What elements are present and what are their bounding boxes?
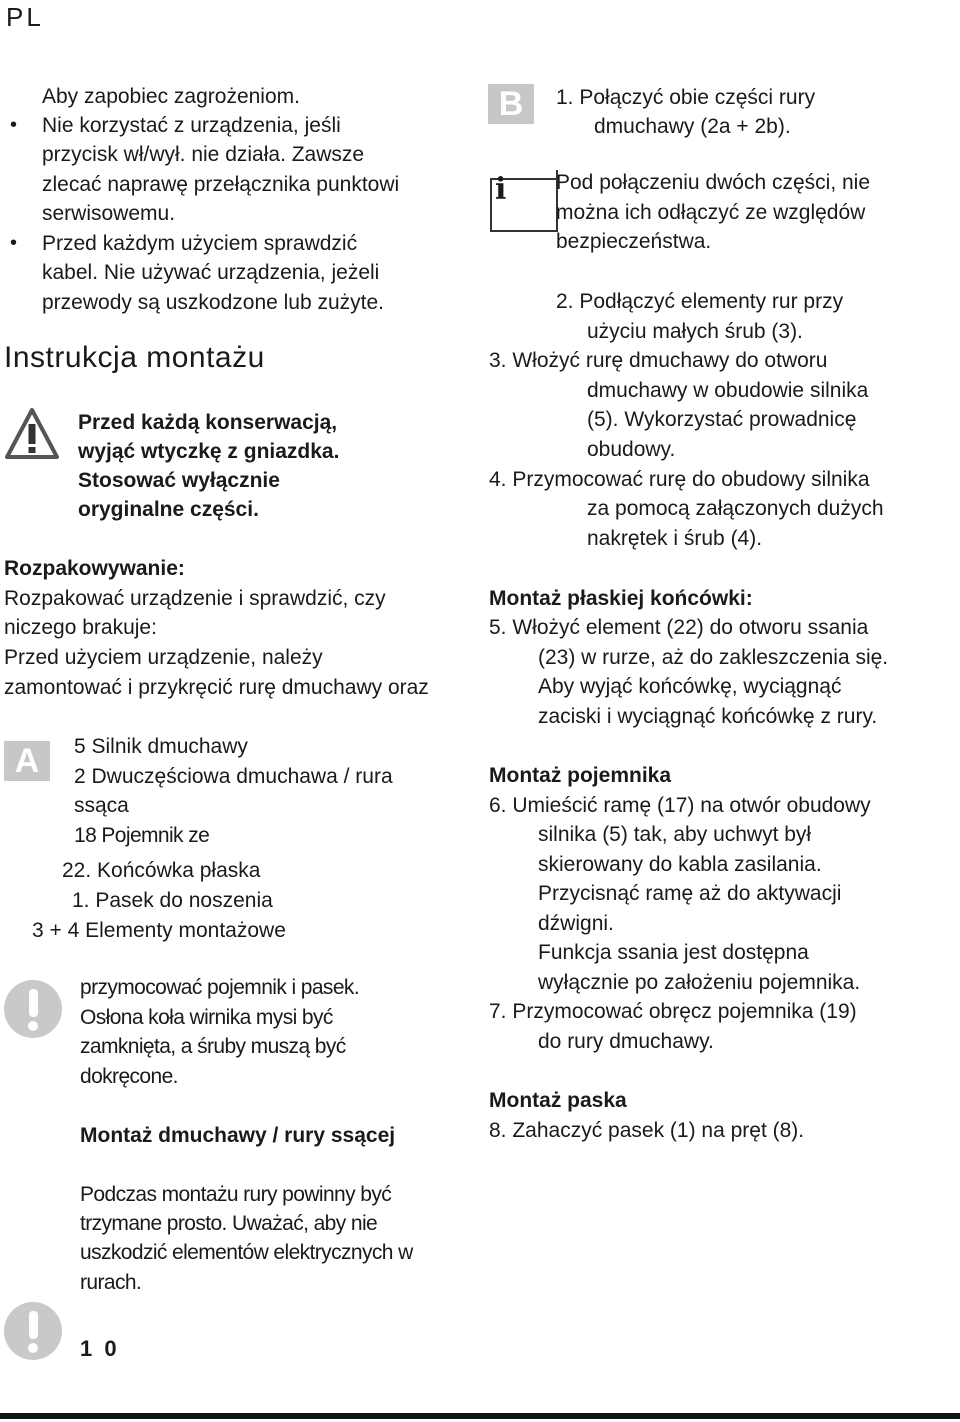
bullet-2-line-2: kabel. Nie używać urządzenia, jeżeli [42,261,380,284]
part-2: 2 Dwuczęściowa dmuchawa / rura [74,765,393,788]
figure-b-label: B [488,84,534,124]
step-3-line-3: (5). Wykorzystać prowadnicę [587,408,857,431]
step-1-line-2: dmuchawy (2a + 2b). [594,115,791,138]
part-5: 1. Pasek do noszenia [72,889,273,912]
step-5-line-2: (23) w rurze, aż do zakleszczenia się. [538,646,889,669]
note-2-line-3: uszkodzić elementów elektrycznych w [80,1241,413,1264]
step-6-line-7: wyłącznie po założeniu pojemnika. [538,971,861,994]
bullet-2-line-3: przewody są uszkodzone lub zużyte. [42,291,385,314]
step-5-line-4: zaciski i wyciągnąć końcówkę z rury. [538,705,878,728]
unpack-title: Rozpakowywanie: [4,557,185,580]
note-2-line-1: Podczas montażu rury powinny być [80,1183,392,1206]
step-6-line-6: Funkcja ssania jest dostępna [538,941,809,964]
section-title: Instrukcja montażu [4,341,265,374]
step-1-line-1: 1. Połączyć obie części rury [556,86,816,109]
container-title: Montaż pojemnika [489,764,672,787]
step-7-line-1: 7. Przymocować obręcz pojemnika (19) [489,1000,857,1023]
note-2-line-2: trzymane prosto. Uważać, aby nie [80,1212,378,1235]
step-6-line-5: dźwigni. [538,912,614,935]
info-line-1: Pod połączeniu dwóch części, nie [556,171,871,194]
step-2-line-2: użyciu małych śrub (3). [587,320,803,343]
unpack-line-3: Przed użyciem urządzenie, należy [4,646,323,669]
flat-nozzle-title: Montaż płaskiej końcówki: [489,587,753,610]
unpack-line-1: Rozpakować urządzenie i sprawdzić, czy [4,587,386,610]
bullet-2-line-1: • Przed każdym użyciem sprawdzić [42,229,357,259]
note-1-line-4: dokręcone. [80,1065,178,1088]
bullet-1-line-3: zlecać naprawę przełącznika punktowi [42,173,400,196]
step-8: 8. Zahaczyć pasek (1) na pręt (8). [489,1119,805,1142]
part-2-cont: ssąca [74,794,129,817]
note-1-line-1: przymocować pojemnik i pasek. [80,976,360,999]
caution-icon-2 [4,1302,62,1360]
part-6: 3 + 4 Elementy montażowe [32,919,286,942]
note-1-line-2: Osłona koła wirnika mysi być [80,1006,333,1029]
warning-line-1: Przed każdą konserwacją, [78,411,338,434]
step-3-line-1: 3. Włożyć rurę dmuchawy do otworu [489,349,828,372]
warning-line-2: wyjąć wtyczkę z gniazdka. [78,440,340,463]
note-2-line-4: rurach. [80,1271,142,1294]
bullet-1-line-2: przycisk wł/wył. nie działa. Zawsze [42,143,365,166]
step-3-line-2: dmuchawy w obudowie silnika [587,379,869,402]
step-3-line-4: obudowy. [587,438,676,461]
warning-line-3: Stosować wyłącznie [78,469,280,492]
belt-title: Montaż paska [489,1089,627,1112]
warning-line-4: oryginalne części. [78,498,259,521]
step-6-line-2: silnika (5) tak, aby uchwyt był [538,823,812,846]
step-5-line-3: Aby wyjąć końcówkę, wyciągnąć [538,675,842,698]
footer-rule [0,1413,960,1419]
bullet-1-line-1: • Nie korzystać z urządzenia, jeśli [42,111,341,141]
part-3: 18 Pojemnik ze [74,824,210,847]
mount-title: Montaż dmuchawy / rury ssącej [80,1124,396,1147]
step-6-line-3: skierowany do kabla zasilania. [538,853,822,876]
info-icon: i [495,172,507,207]
caution-icon [4,980,62,1038]
warning-icon [4,406,60,462]
page-number: 1 0 [80,1336,120,1361]
step-5-line-1: 5. Włożyć element (22) do otworu ssania [489,616,869,639]
part-4: 22. Końcówka płaska [62,859,261,882]
step-4-line-1: 4. Przymocować rurę do obudowy silnika [489,468,870,491]
part-1: 5 Silnik dmuchawy [74,735,248,758]
bullet-1-line-4: serwisowemu. [42,202,176,225]
step-2-line-1: 2. Podłączyć elementy rur przy [556,290,844,313]
figure-a-label: A [4,741,50,781]
step-6-line-1: 6. Umieścić ramę (17) na otwór obudowy [489,794,871,817]
note-1-line-3: zamknięta, a śruby muszą być [80,1035,346,1058]
step-4-line-2: za pomocą załączonych dużych [587,497,884,520]
info-line-3: bezpieczeństwa. [556,230,712,253]
info-line-2: można ich odłączyć ze względów [556,201,866,224]
step-4-line-3: nakrętek i śrub (4). [587,527,763,550]
step-7-line-2: do rury dmuchawy. [538,1030,714,1053]
unpack-line-4: zamontować i przykręcić rurę dmuchawy oraz [4,676,429,699]
step-6-line-4: Przycisnąć ramę aż do aktywacji [538,882,842,905]
unpack-line-2: niczego brakuje: [4,616,157,639]
intro-text: Aby zapobiec zagrożeniom. [42,85,300,108]
language-code: PL [6,2,44,32]
